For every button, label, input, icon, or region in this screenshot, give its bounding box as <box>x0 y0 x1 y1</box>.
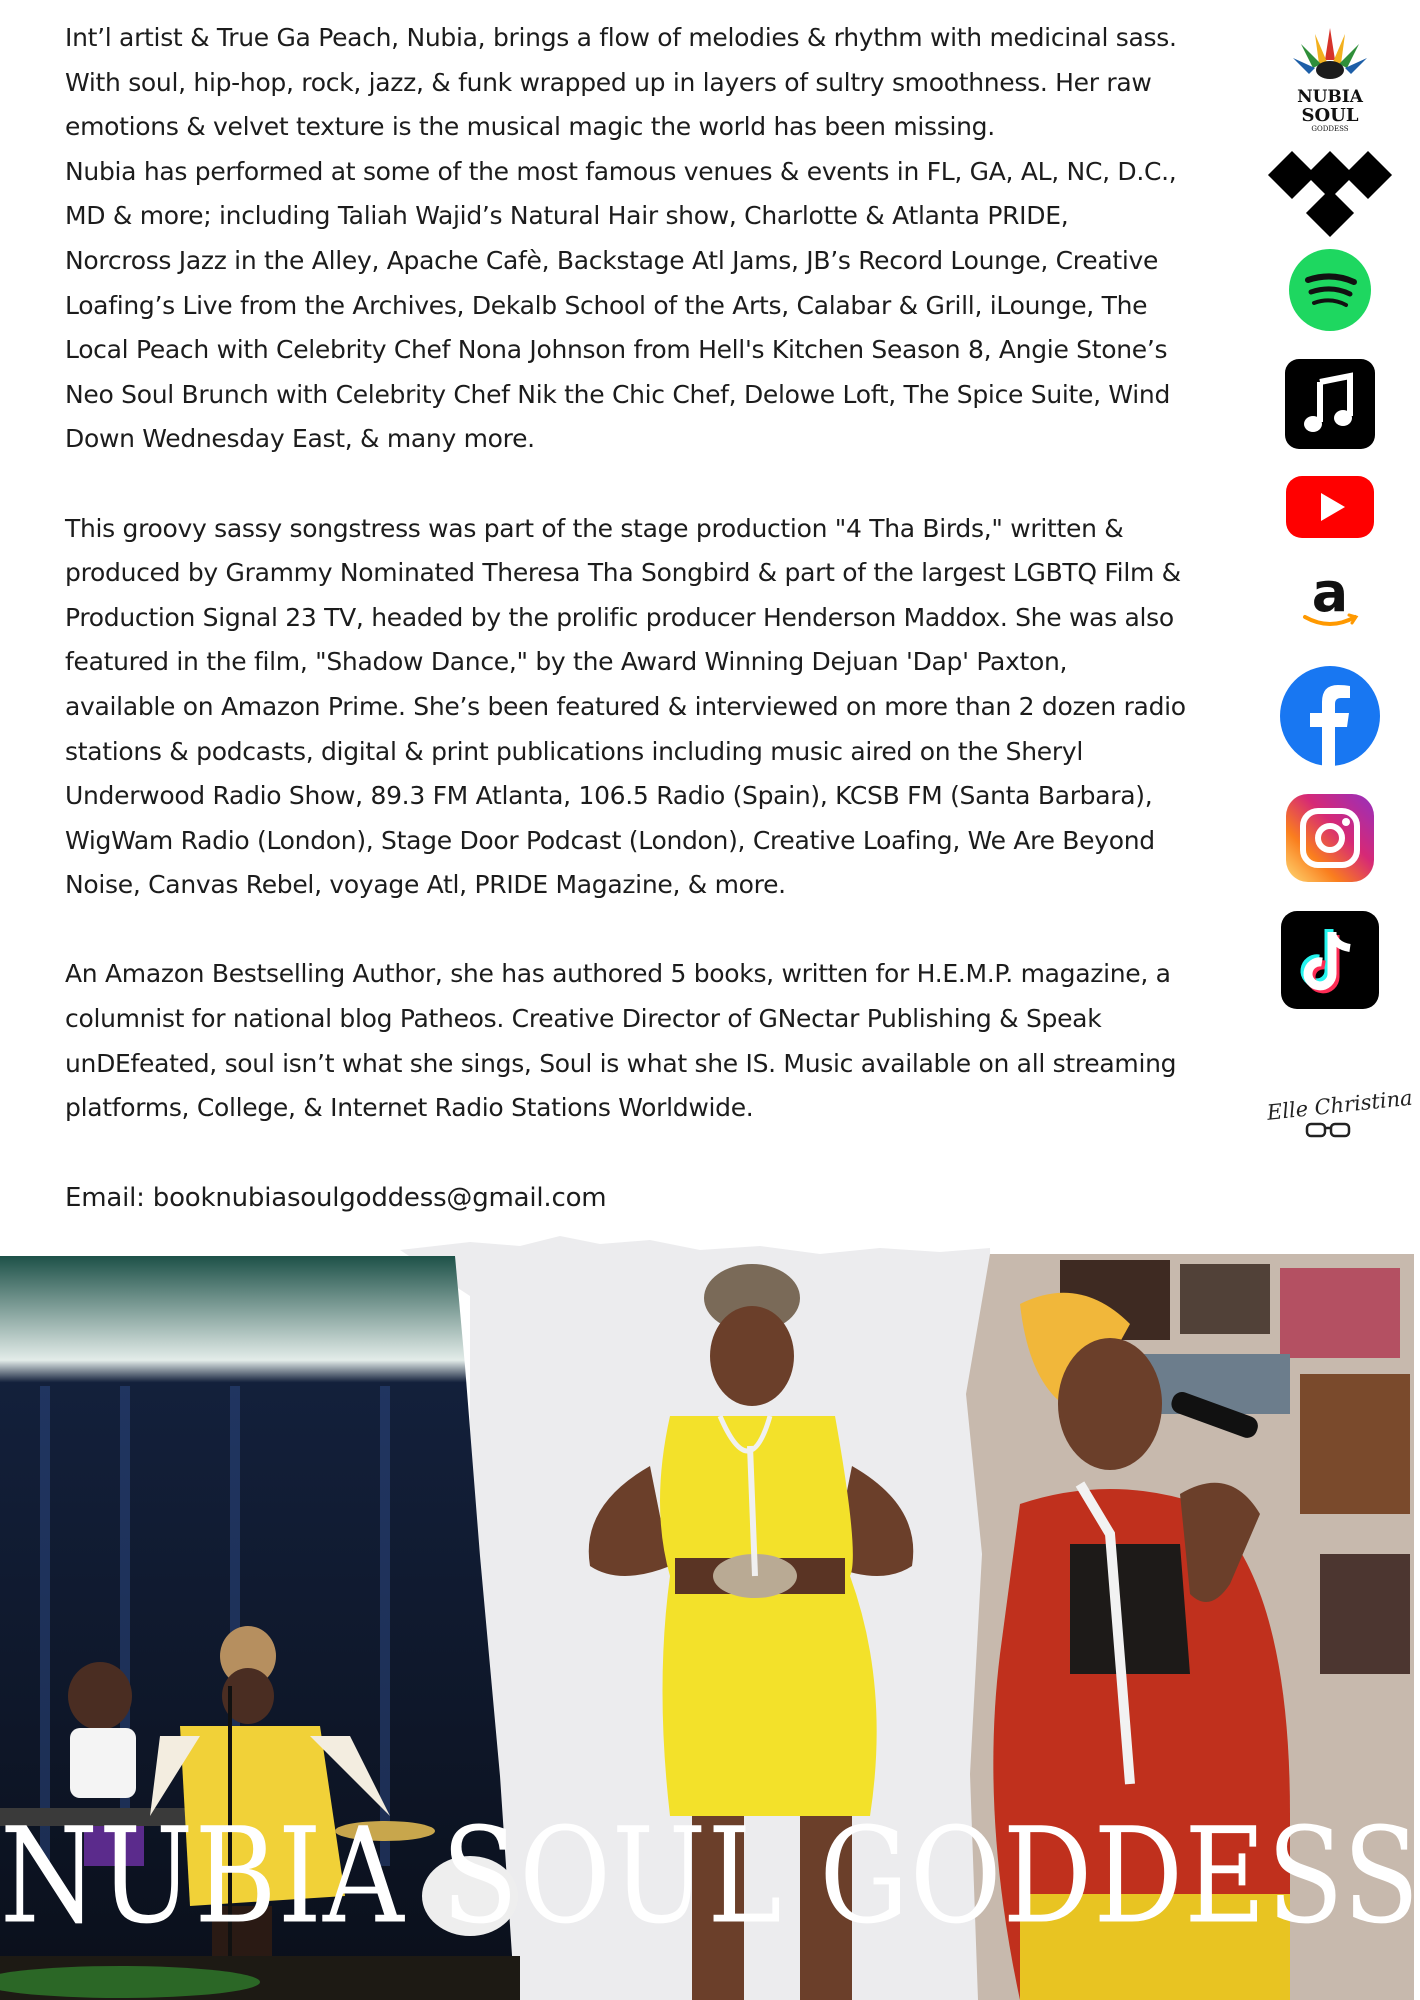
bio-paragraph: This groovy sassy songstress was part of the stage production "4 Tha Birds," written & produced by Grammy Nominated Theresa Tha Songbird & part of the largest LGBTQ Film & Production Signal 23 TV, headed by the prolific producer Henderson Maddox. She was also featured in the film, "Shadow Dance," by the Award Winning Dejuan 'Dap' Paxton, available on Amazon Prime. She’s been featured & interviewed on more than 2 dozen radio stations & podcasts, digital & print publications including music aired on the Sheryl Underwood Radio Show, 89.3 FM Atlanta, 106.5 Radio (Spain), KCSB FM (Santa Barbara), WigWam Radio (London), Stage Door Podcast (London), Creative Loafing, We Are Beyond Noise, Canvas Rebel, voyage Atl, PRIDE Magazine, & more. <box>65 513 1186 900</box>
facebook-icon[interactable] <box>1265 665 1395 767</box>
tiktok-icon[interactable] <box>1265 910 1395 1010</box>
logo-text-line2: SOUL <box>1301 105 1359 126</box>
bio-paragraph: An Amazon Bestselling Author, she has authored 5 books, written for H.E.M.P. magazine, a columnist for national blog Patheos. Creative Director of GNectar Publishing & Speak unDEfeated, soul isn’t what she sings, Soul is what she IS. Music available on all streaming platforms, College, & Internet Radio Stations Worldwide. <box>65 959 1177 1123</box>
bio-paragraph: Nubia has performed at some of the most famous venues & events in FL, GA, AL, NC, D.C., MD & more; including Taliah Wajid’s Natural Hair show, Charlotte & Atlanta PRIDE, Norcross Jazz in the Alley, Apache Cafè, Backstage Atl Jams, JB’s Record Lounge, Creative Loafing’s Live from the Archives, Dekalb School of the Arts, Calabar & Grill, iLounge, The Local Peach with Celebrity Chef Nona Johnson from Hell's Kitchen Season 8, Angie Stone’s Neo Soul Brunch with Celebrity Chef Nik the Chic Chef, Delowe Loft, The Spice Suite, Wind Down Wednesday East, & many more. <box>65 156 1177 454</box>
tidal-icon[interactable] <box>1265 155 1395 235</box>
svg-text:Elle Christina: Elle Christina <box>1265 1085 1414 1125</box>
amazon-icon[interactable] <box>1265 561 1395 635</box>
nubia-soul-goddess-logo <box>1265 20 1395 140</box>
logo-text-line1: NUBIA <box>1297 87 1363 107</box>
svg-text:a: a <box>1311 561 1349 624</box>
email-contact[interactable]: Email: booknubiasoulgoddess@gmail.com <box>65 1183 607 1213</box>
apple-music-icon[interactable] <box>1265 358 1395 450</box>
feather-crown-icon <box>1293 28 1367 79</box>
instagram-icon[interactable] <box>1265 793 1395 883</box>
spotify-icon[interactable] <box>1265 248 1395 332</box>
glasses-icon <box>1307 1124 1349 1136</box>
youtube-icon[interactable] <box>1265 475 1395 539</box>
logo-text-line3: GODDESS <box>1311 125 1349 133</box>
bio-paragraph: Int’l artist & True Ga Peach, Nubia, brings a flow of melodies & rhythm with medicinal sass. With soul, hip-hop, rock, jazz, & funk wrapped up in layers of sultry smoothness. Her raw emotions & velvet texture is the musical magic the world has been missing. <box>65 23 1177 142</box>
bio-text <box>65 16 1245 1131</box>
signature-elle-christina <box>1265 1080 1414 1150</box>
brand-title: NUBIA SOUL GODDESS <box>0 1800 1420 1954</box>
